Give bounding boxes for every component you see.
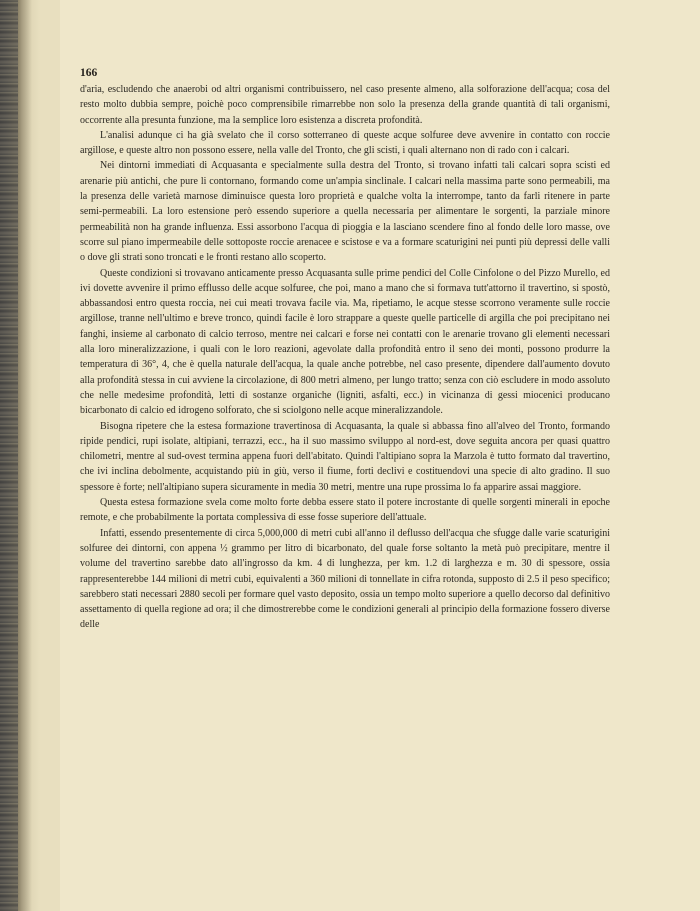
paragraph-3: Nei dintorni immediati di Acquasanta e specialmente sulla destra del Tronto, si trovano infatti tali calcari sopra scisti ed arenarie più antichi, che pure li contornano, formando come un'ampia sinclinale. I calcari nella massima parte sono permeabili, ma la presenza delle varietà marnose diminuisce questa loro proprietà e qualche volta la interrompe, tanto da farli ritenere in parte semi-permeabili. La loro estensione però essendo superiore a quella necessaria per alimentare le sorgenti, la parziale minore permeabilità non ha grande influenza. Essi assorbono l'acqua di pioggia e la lasciano scendere fino al fondo delle loro masse, ove scorre sul piano impermeabile delle sottoposte roccie arenacee e scistose e va a formare scaturigini nei punti più depressi delle valli o dove gli strati sono troncati e le fronti restano allo scoperto.: [80, 160, 610, 264]
page-body: [80, 66, 610, 633]
book-binding-edge: [0, 0, 18, 911]
paragraph-5: Bisogna ripetere che la estesa formazione travertinosa di Acquasanta, la quale si abbassa fino all'alveo del Tronto, formando ripide pendici, rupi isolate, altipiani, terrazzi, ecc., ha il suo massimo sviluppo al nord-est, dove seguita ancora per quasi quattro chilometri, mentre al sud-ovest termina appena fuori dell'abitato. Quindi l'altipiano sopra la Marzola è tutto formato dal travertino, che ivi inclina debolmente, acquistando più in giù, verso il fiume, forti declivi e costituendovi una specie di alto gradino. Il suo spessore è forte; nell'altipiano supera sicuramente in media 30 metri, mentre una rupe prossima lo fa apparire assai maggiore.: [80, 420, 610, 493]
page-number: 166: [80, 67, 98, 79]
paragraph-1: d'aria, escludendo che anaerobi od altri organismi contribuissero, nel caso presente almeno, alla solforazione dell'acqua; cosa del resto molto dubbia sempre, poichè poco comprensibile rimarrebbe non solo la presenza della grande quantità di tali organismi, occorrente alla presunta funzione, ma la semplice loro esistenza a discreta profondità.: [80, 84, 610, 126]
paragraph-4: Queste condizioni si trovavano anticamente presso Acquasanta sulle prime pendici del Colle Cinfolone o del Pizzo Murello, ed ivi dovette avvenire il primo efflusso delle acque solfuree, che poi, mano a mano che si formava tutt'attorno il travertino, si spostò, abbassandosi entro questa roccia, nei cui meati trovava facile via. Ma, ripetiamo, le acque stesse scorrono veramente sulle roccie argillose, tranne nell'ultimo e breve tronco, quindi facile è loro strappare a queste quelle particelle di argilla che poi precipitano nei fanghi, insieme al carbonato di calcio terroso, mentre nei calcari e forse nei contatti con le arenarie trovano gli elementi necessari alla loro mineralizzazione, i quali con le loro reazioni, agevolate dalla profondità entro il seno dei monti, possono produrre la temperatura di 36°, 4, che è quella naturale dell'acqua, la quale anche potrebbe, nel caso presente, dipendere dall'aumento dovuto alla profondità stessa in cui avviene la circolazione, di 800 metri almeno, per lungo tratto; senza con ciò escludere in modo assoluto che nelle medesime profondità, letti di sostanze organiche (ligniti, asfalti, ecc.) in vicinanza di gessi miocenici producano bicarbonato di calcio ed idrogeno solforato, che si sciolgono nelle acque mineralizzandole.: [80, 267, 610, 417]
paragraph-7: Infatti, essendo presentemente di circa 5,000,000 di metri cubi all'anno il deflusso dell'acqua che sfugge dalle varie scaturigini solfuree dei dintorni, con appena ½ grammo per litro di bicarbonato, del quale forse soltanto la metà può precipitare, mentre il volume del travertino sarebbe dato all'ingrosso da km. 4 di lunghezza, per km. 1.2 di larghezza e m. 30 di spessore, ossia rappresenterebbe 144 milioni di metri cubi, equivalenti a 360 milioni di tonnellate in cifra rotonda, supposto di 2.5 il peso specifico; sarebbero stati necessari 2880 secoli per formare quel vasto deposito, ossia un tempo molto superiore a quello decorso dal definitivo assettamento di quella regione ad ora; il che dimostrerebbe come le condizioni generali al principio della formazione fossero diverse delle: [80, 527, 610, 631]
gutter-shadow: [18, 0, 32, 911]
paragraph-6: Questa estesa formazione svela come molto forte debba essere stato il potere incrostante di quelle sorgenti minerali in epoche remote, e che probabilmente la portata complessiva di esse fosse superiore dell'attuale.: [80, 497, 610, 524]
paragraph-2: L'analisi adunque ci ha già svelato che il corso sotterraneo di queste acque solfuree deve avvenire in contatto con roccie argillose, e queste altro non possono essere, nella valle del Tronto, che gli scisti, i quali alternano non di rado con i calcari.: [80, 129, 610, 157]
